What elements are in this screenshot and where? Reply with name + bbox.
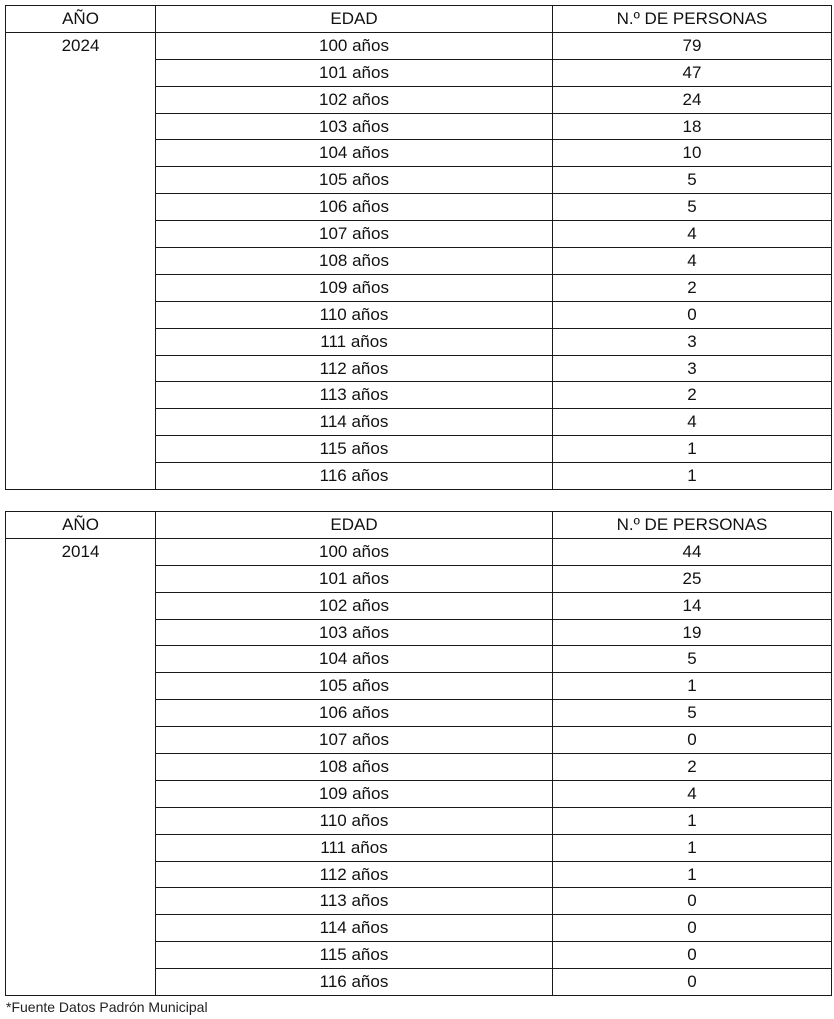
table-row [6, 194, 832, 221]
year-cell [6, 834, 156, 861]
table-row [6, 86, 832, 113]
age-cell: 107 años [156, 727, 553, 754]
year-cell: 2024 [6, 32, 156, 59]
count-cell: 1 [553, 807, 832, 834]
table-row [6, 409, 832, 436]
year-cell [6, 140, 156, 167]
table-row [6, 32, 832, 59]
count-cell: 1 [553, 436, 832, 463]
table-row [6, 463, 832, 490]
age-cell: 108 años [156, 248, 553, 275]
age-cell: 108 años [156, 754, 553, 781]
age-cell: 107 años [156, 221, 553, 248]
count-cell: 0 [553, 942, 832, 969]
year-cell [6, 463, 156, 490]
table-row [6, 834, 832, 861]
age-cell: 105 años [156, 673, 553, 700]
count-cell: 79 [553, 32, 832, 59]
year-cell: 2014 [6, 538, 156, 565]
count-cell: 1 [553, 673, 832, 700]
count-cell: 2 [553, 274, 832, 301]
year-cell [6, 619, 156, 646]
age-cell: 115 años [156, 942, 553, 969]
header-age: EDAD [156, 6, 553, 33]
source-footnote: *Fuente Datos Padrón Municipal [6, 999, 208, 1015]
year-cell [6, 194, 156, 221]
age-cell: 115 años [156, 436, 553, 463]
count-cell: 24 [553, 86, 832, 113]
count-cell: 3 [553, 328, 832, 355]
age-cell: 111 años [156, 328, 553, 355]
table-row [6, 969, 832, 996]
table-row [6, 807, 832, 834]
header-year: AÑO [6, 6, 156, 33]
year-cell [6, 780, 156, 807]
table-row [6, 861, 832, 888]
year-cell [6, 700, 156, 727]
table-row [6, 780, 832, 807]
table-row [6, 248, 832, 275]
table-row [6, 113, 832, 140]
year-cell [6, 382, 156, 409]
year-cell [6, 248, 156, 275]
table-row [6, 754, 832, 781]
year-cell [6, 274, 156, 301]
age-cell: 116 años [156, 969, 553, 996]
age-cell: 109 años [156, 780, 553, 807]
age-cell: 114 años [156, 915, 553, 942]
count-cell: 0 [553, 969, 832, 996]
table-row [6, 221, 832, 248]
year-cell [6, 727, 156, 754]
count-cell: 0 [553, 727, 832, 754]
year-cell [6, 807, 156, 834]
year-cell [6, 888, 156, 915]
count-cell: 19 [553, 619, 832, 646]
table-row [6, 727, 832, 754]
age-cell: 112 años [156, 355, 553, 382]
age-cell: 111 años [156, 834, 553, 861]
year-cell [6, 754, 156, 781]
year-cell [6, 861, 156, 888]
age-cell: 102 años [156, 86, 553, 113]
count-cell: 18 [553, 113, 832, 140]
count-cell: 5 [553, 700, 832, 727]
age-cell: 106 años [156, 700, 553, 727]
year-cell [6, 942, 156, 969]
table-row [6, 646, 832, 673]
age-cell: 100 años [156, 32, 553, 59]
age-cell: 101 años [156, 59, 553, 86]
year-cell [6, 301, 156, 328]
table-row [6, 915, 832, 942]
table-row [6, 700, 832, 727]
table-row [6, 592, 832, 619]
centenarians-table-2024 [5, 5, 832, 490]
count-cell: 3 [553, 355, 832, 382]
count-cell: 5 [553, 167, 832, 194]
table-row [6, 328, 832, 355]
count-cell: 1 [553, 463, 832, 490]
age-cell: 116 años [156, 463, 553, 490]
table-row [6, 942, 832, 969]
count-cell: 2 [553, 382, 832, 409]
table-body [6, 32, 832, 489]
count-cell: 4 [553, 780, 832, 807]
header-age: EDAD [156, 512, 553, 539]
header-count: N.º DE PERSONAS [553, 512, 832, 539]
count-cell: 1 [553, 861, 832, 888]
year-cell [6, 355, 156, 382]
age-cell: 110 años [156, 301, 553, 328]
table-row [6, 140, 832, 167]
age-cell: 103 años [156, 113, 553, 140]
table-row [6, 619, 832, 646]
year-cell [6, 436, 156, 463]
age-cell: 114 años [156, 409, 553, 436]
count-cell: 14 [553, 592, 832, 619]
age-cell: 104 años [156, 140, 553, 167]
count-cell: 0 [553, 915, 832, 942]
count-cell: 10 [553, 140, 832, 167]
table-row [6, 301, 832, 328]
year-cell [6, 969, 156, 996]
count-cell: 4 [553, 248, 832, 275]
year-cell [6, 565, 156, 592]
year-cell [6, 221, 156, 248]
year-cell [6, 646, 156, 673]
year-cell [6, 86, 156, 113]
year-cell [6, 328, 156, 355]
year-cell [6, 167, 156, 194]
count-cell: 2 [553, 754, 832, 781]
table-row [6, 538, 832, 565]
age-cell: 102 años [156, 592, 553, 619]
table-row [6, 355, 832, 382]
table-row [6, 673, 832, 700]
age-cell: 109 años [156, 274, 553, 301]
table-row [6, 436, 832, 463]
centenarians-table-2014 [5, 511, 832, 996]
age-cell: 101 años [156, 565, 553, 592]
table-header-row [6, 512, 832, 539]
count-cell: 47 [553, 59, 832, 86]
header-year: AÑO [6, 512, 156, 539]
count-cell: 25 [553, 565, 832, 592]
table-row [6, 59, 832, 86]
year-cell [6, 673, 156, 700]
age-cell: 105 años [156, 167, 553, 194]
year-cell [6, 409, 156, 436]
header-count: N.º DE PERSONAS [553, 6, 832, 33]
count-cell: 1 [553, 834, 832, 861]
table-row [6, 888, 832, 915]
age-cell: 113 años [156, 888, 553, 915]
year-cell [6, 915, 156, 942]
year-cell [6, 113, 156, 140]
age-cell: 110 años [156, 807, 553, 834]
age-cell: 113 años [156, 382, 553, 409]
table-row [6, 167, 832, 194]
count-cell: 5 [553, 646, 832, 673]
age-cell: 106 años [156, 194, 553, 221]
table-row [6, 274, 832, 301]
count-cell: 0 [553, 301, 832, 328]
count-cell: 0 [553, 888, 832, 915]
table-row [6, 565, 832, 592]
count-cell: 44 [553, 538, 832, 565]
count-cell: 4 [553, 221, 832, 248]
age-cell: 104 años [156, 646, 553, 673]
age-cell: 112 años [156, 861, 553, 888]
year-cell [6, 59, 156, 86]
age-cell: 100 años [156, 538, 553, 565]
year-cell [6, 592, 156, 619]
table-header-row [6, 6, 832, 33]
table-body [6, 538, 832, 995]
table-row [6, 382, 832, 409]
count-cell: 5 [553, 194, 832, 221]
age-cell: 103 años [156, 619, 553, 646]
count-cell: 4 [553, 409, 832, 436]
